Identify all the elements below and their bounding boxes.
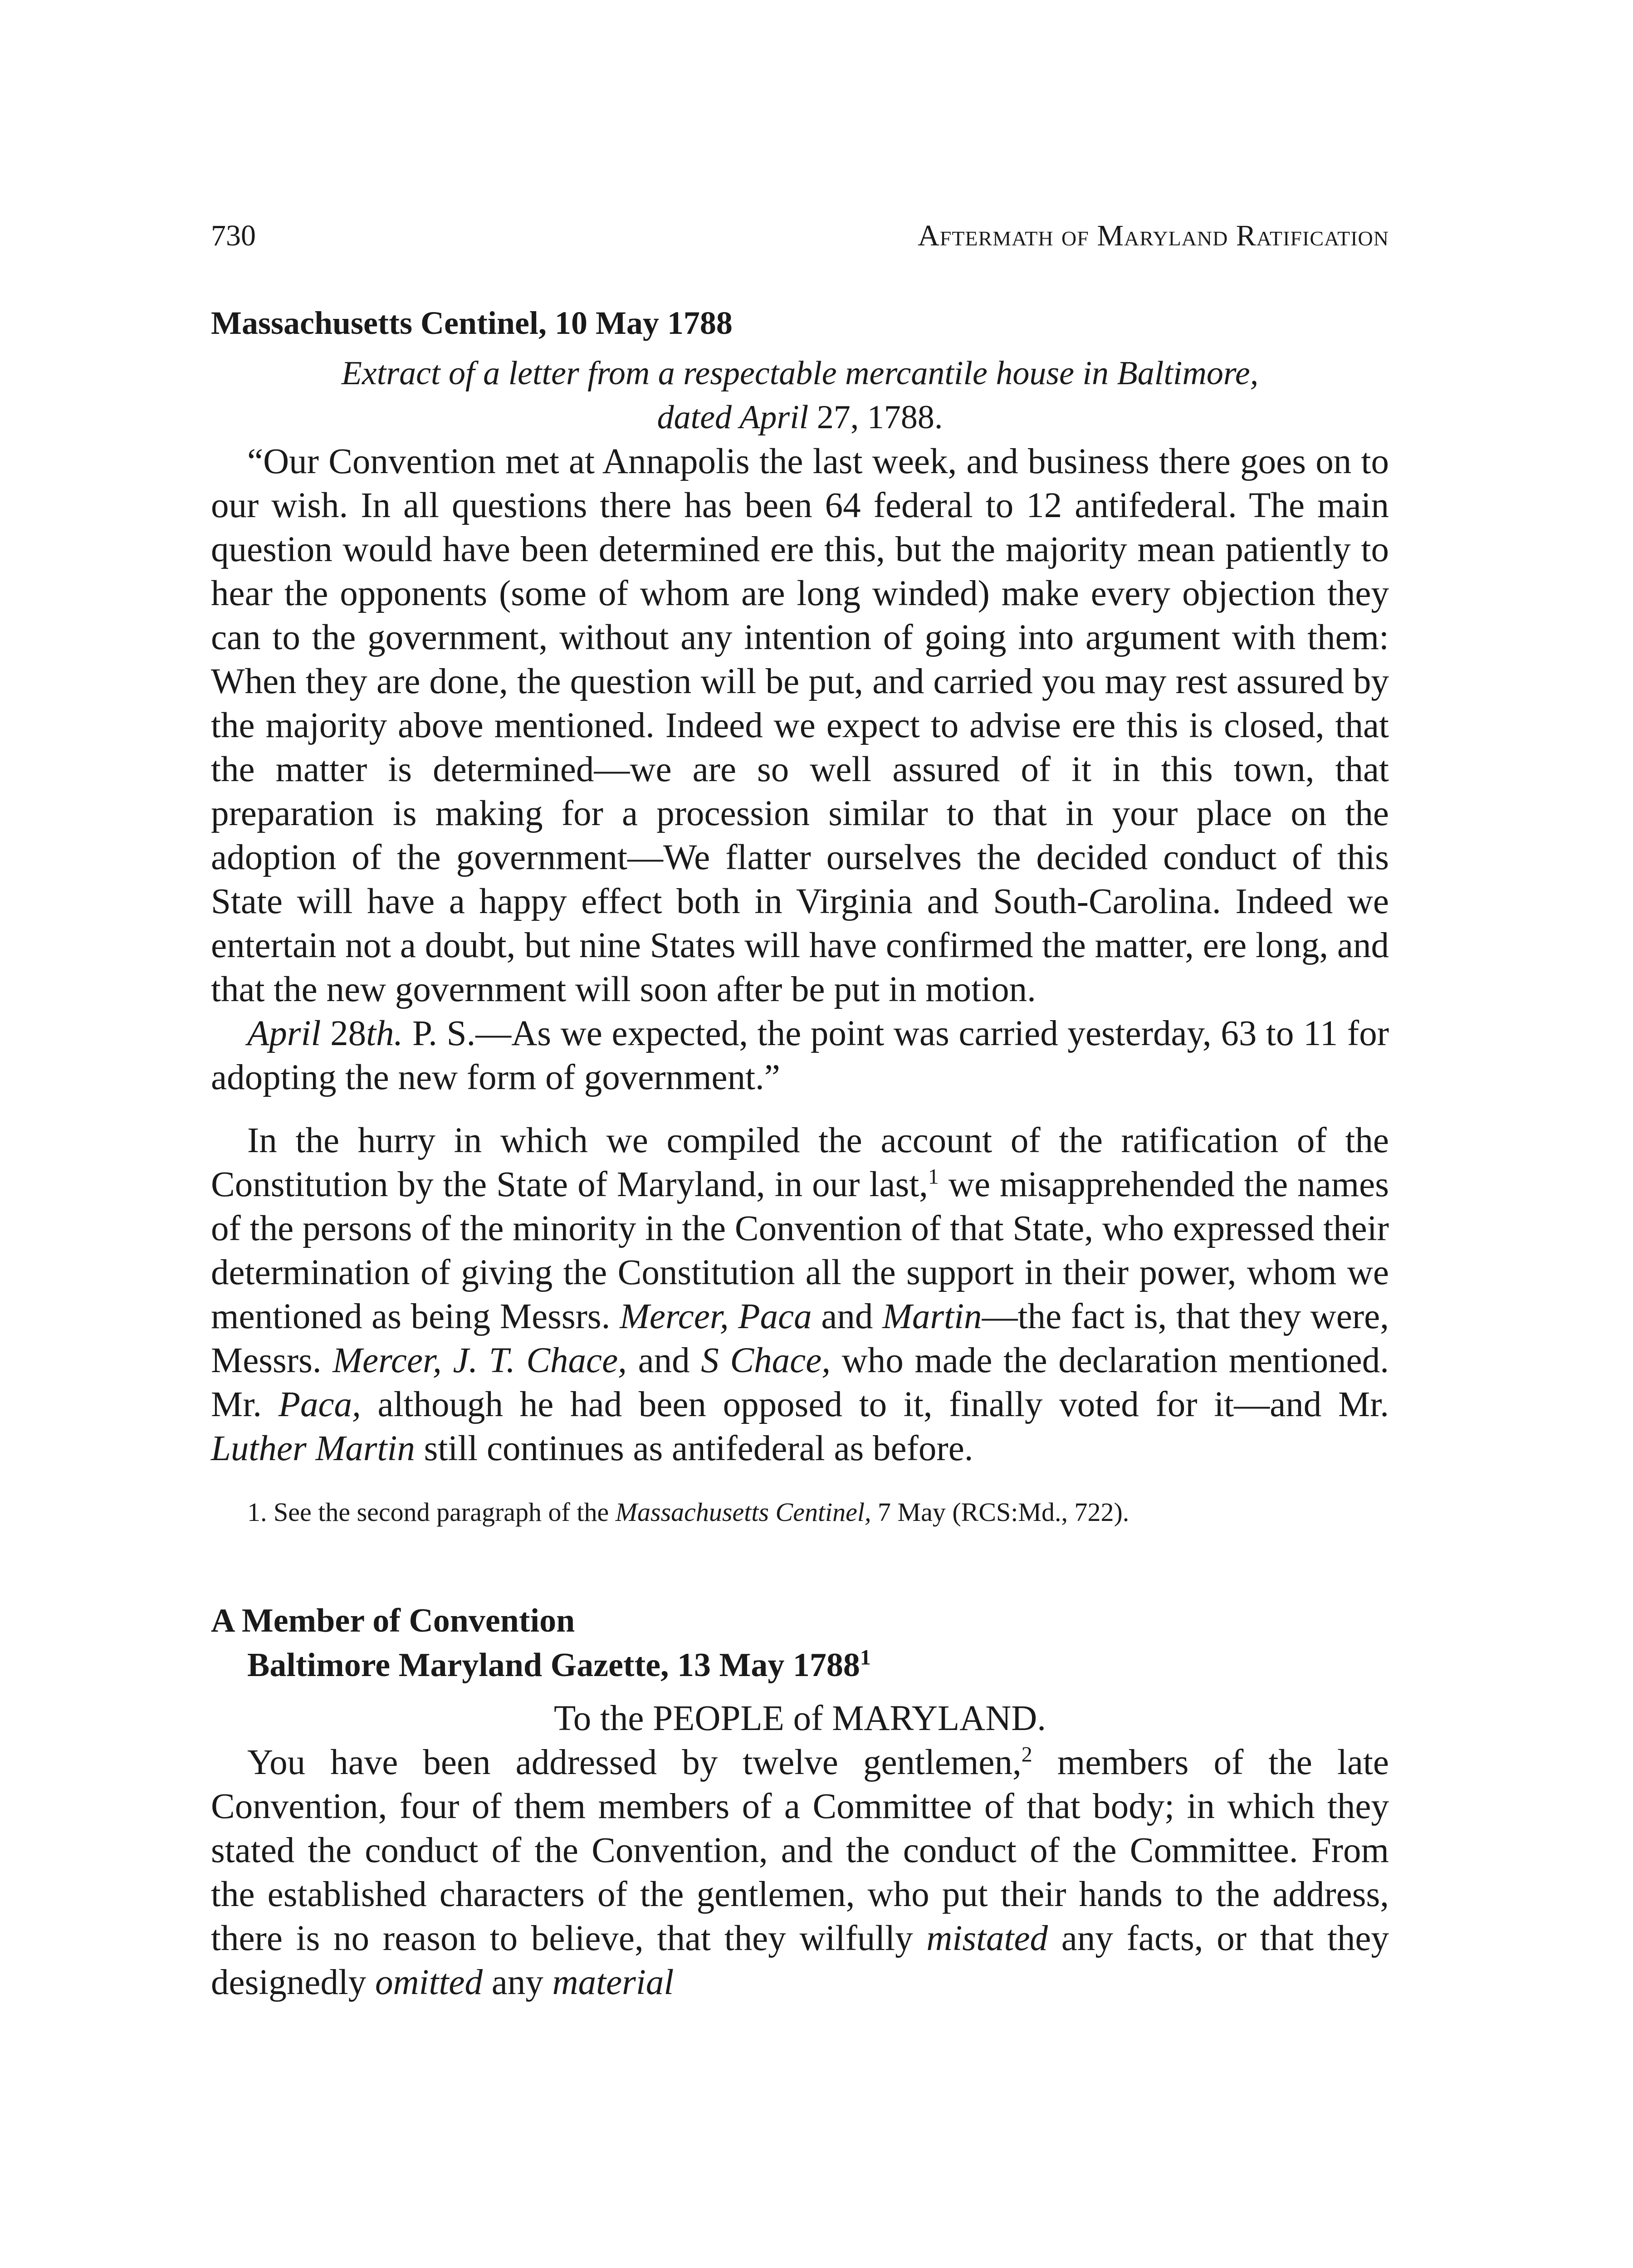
word-and: and [812, 1297, 883, 1337]
address-text-1: You have been addressed by twelve gentlemen, [247, 1743, 1022, 1783]
ps-date-italic-2: th. [366, 1014, 403, 1054]
name-paca: Paca [738, 1297, 812, 1337]
caption-date-italic: dated April [657, 399, 809, 436]
address-text-2: members of the late Convention, four of them members of a Committee of that body; in which they stated the conduct of the Convention, and the conduct of the Committee. From the established characters of the gentlemen, who put their hands to the address, there is no reason to believe, that they wilfully [211, 1743, 1389, 1959]
section-heading-centinel: Massachusetts Centinel, 10 May 1788 [211, 305, 733, 342]
name-mercer-jt-chace: Mercer, J. T. Chace, [332, 1341, 627, 1381]
word-mistated: mistated [926, 1919, 1048, 1959]
footnote-text-prefix: 1. See the second paragraph of the [247, 1497, 616, 1527]
correction-text-2: we misapprehended the names of the persons of the minority in the Convention of that State, who expressed their determination of giving the Constitution all the support in their power, whom we mentioned as being Messrs. [211, 1165, 1389, 1337]
name-martin: Martin [882, 1297, 982, 1337]
address-text-3: any facts, or that they designedly [211, 1919, 1389, 2003]
address-paragraph [211, 1740, 1389, 2004]
extract-caption-line2 [211, 396, 1389, 440]
name-mercer: Mercer, [620, 1297, 729, 1337]
heading-author: A Member of Convention [211, 1602, 575, 1640]
ps-date-italic-1: April [247, 1014, 321, 1054]
footnote-text-suffix: 7 May (RCS:Md., 722). [871, 1497, 1129, 1527]
footnote-1 [211, 1494, 1389, 1530]
caption-date-roman: 27, 1788. [808, 399, 943, 436]
footnote-ref-2: 2 [1021, 1742, 1032, 1767]
postscript-paragraph [211, 1012, 1389, 1100]
correction-text-3: —the fact is, that they were, Messrs. [211, 1297, 1389, 1381]
heading-source-text: Baltimore Maryland Gazette, 13 May 1788 [247, 1647, 860, 1684]
footnote-ref-1: 1 [928, 1164, 939, 1189]
running-title: Aftermath of Maryland Ratification [918, 219, 1389, 252]
heading-source [211, 1643, 1389, 1687]
name-luther-martin: Luther Martin [211, 1429, 415, 1469]
ps-text: P. S.—As we expected, the point was carried yesterday, 63 to 11 for adopting the new form of government.” [211, 1014, 1389, 1098]
correction-paragraph [211, 1119, 1389, 1471]
name-paca-2: Paca, [278, 1385, 361, 1425]
extract-caption [211, 352, 1389, 440]
correction-text-6: still continues as antifederal as before. [415, 1429, 973, 1469]
extract-caption-line1: Extract of a letter from a respectable mercantile house in Baltimore, [341, 355, 1259, 392]
address-text-4: any [483, 1963, 552, 2003]
ps-date-roman: 28 [321, 1014, 367, 1054]
word-and-2: and [626, 1341, 701, 1381]
footnote-source-italic: Massachusetts Centinel, [615, 1497, 871, 1527]
correction-text-4: who made the declaration mentioned. Mr. [211, 1341, 1389, 1425]
letter-paragraph: “Our Convention met at Annapolis the last week, and business there goes on to our wish. In all questions there has been 64 federal to 12 antifederal. The main question would have been determined ere this, but the majority mean patiently to hear the opponents (some of whom are long winded) make every objection they can to the government, without any intention of going into argument with them: When they are done, the question will be put, and carried you may rest assured by the majority above mentioned. Indeed we expect to advise ere this is closed, that the matter is determined—we are so well assured of it in this town, that preparation is making for a procession similar to that in your place on the adoption of the government—We flatter ourselves the decided conduct of this State will have a happy effect both in Virginia and South-Carolina. Indeed we entertain not a doubt, but nine States will have confirmed the matter, ere long, and that the new government will soon after be put in motion. [211, 442, 1389, 1010]
correction-text-5: although he had been opposed to it, finally voted for it—and Mr. [361, 1385, 1389, 1425]
section1-body [211, 440, 1389, 1471]
word-material: material [552, 1963, 674, 2003]
section-heading-member [211, 1598, 1389, 1687]
heading-footnote-ref: 1 [860, 1645, 871, 1670]
running-head [211, 218, 1389, 254]
page-number: 730 [211, 219, 256, 252]
name-s-chace: S Chace, [701, 1341, 831, 1381]
word-omitted: omitted [375, 1963, 483, 2003]
correction-text-1: In the hurry in which we compiled the account of the ratification of the Constitution by the State of Maryland, in our last, [211, 1121, 1389, 1205]
salutation: To the PEOPLE of MARYLAND. [553, 1699, 1046, 1739]
section2-body [211, 1740, 1389, 2004]
